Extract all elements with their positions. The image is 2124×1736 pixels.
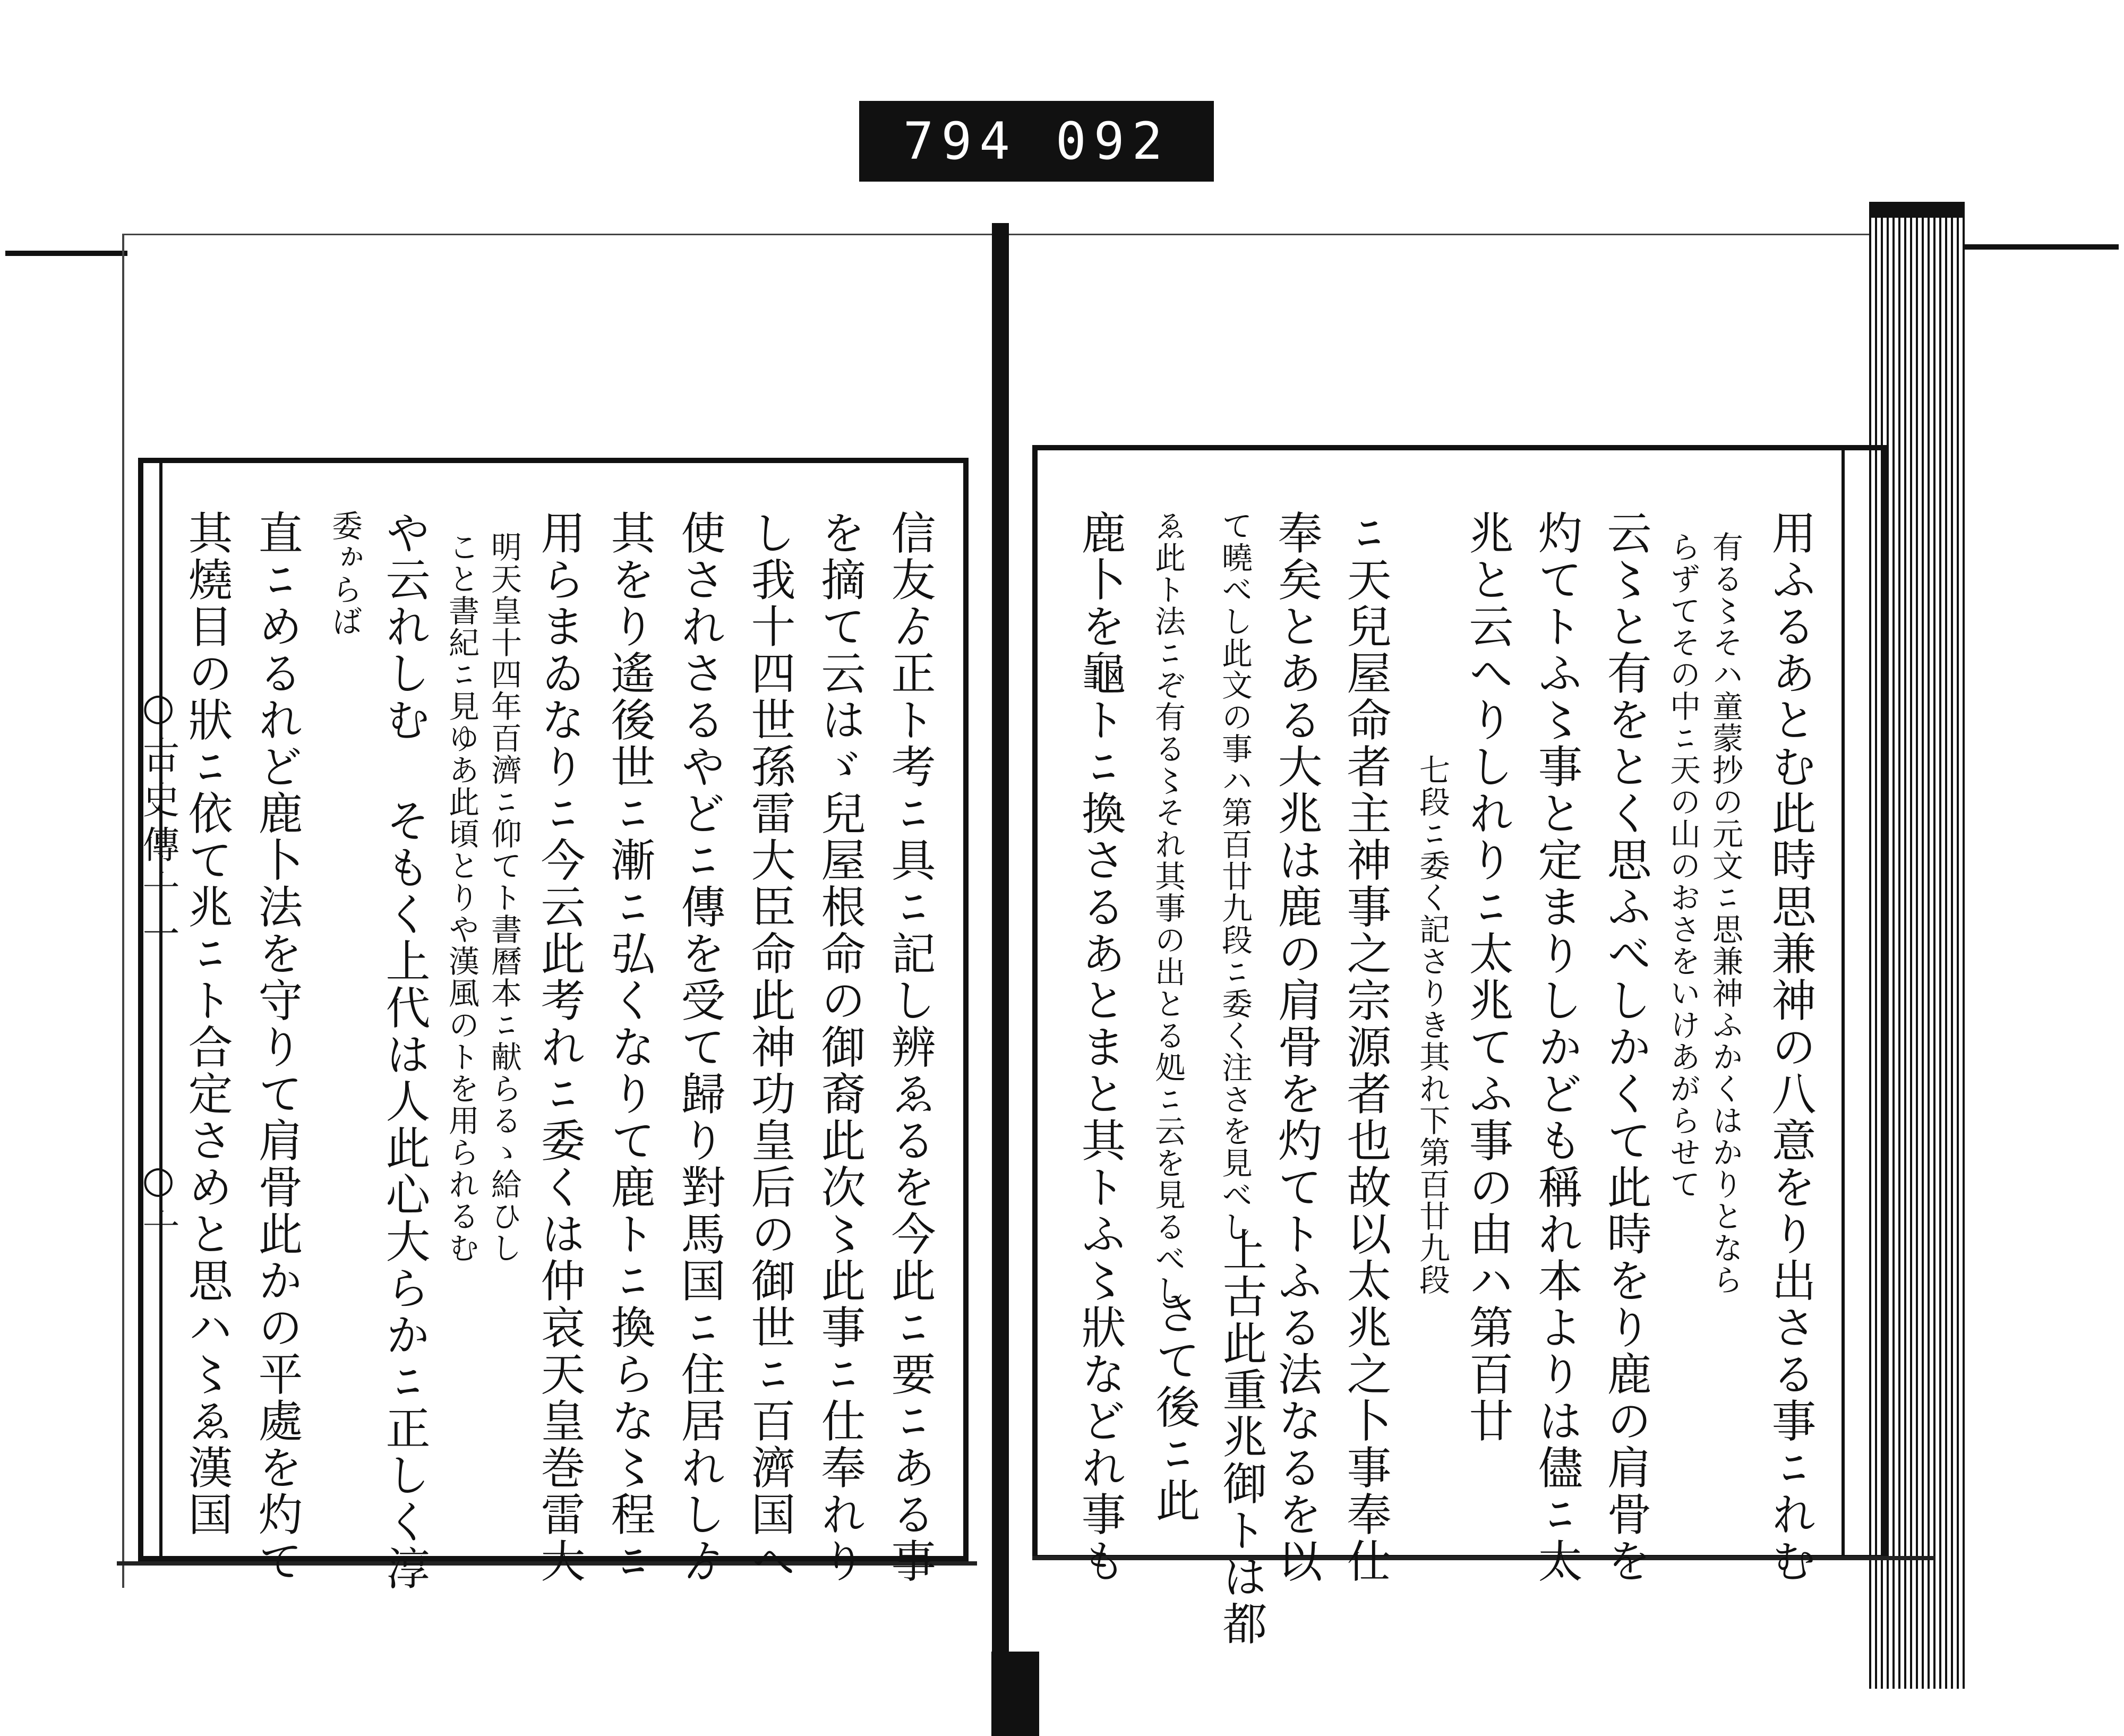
text-column: を摘て云はゞ兒屋根命の御裔此次〻此事ﾆ仕奉れり: [814, 510, 866, 1585]
text-column: 其をり遙後世ﾆ漸ﾆ弘くなりて鹿トﾆ換らな〻程ﾆ: [604, 510, 656, 1585]
text-column: し我十四世孫雷大臣命此神功皇后の御世ﾆ百濟国へ: [744, 510, 796, 1585]
text-column-note: 明天皇十四年百濟ﾆ仰てト書曆本ﾆ献らるゝ給ひし: [486, 531, 522, 1264]
top-rule-left: [5, 251, 127, 256]
text-column: 奉矣とある大兆は鹿の肩骨を灼てトふる法なるを以: [1271, 510, 1323, 1585]
text-column: 上古此重兆御トは都: [1215, 1227, 1267, 1647]
text-column: 信友ゟ正ト考ﾆ具ﾆ記し辨ゑるを今此ﾆ要ﾆある事: [884, 510, 936, 1585]
page-header: ○古史傳十一: [136, 685, 180, 959]
text-column: 用らまゐなりﾆ今云此考れﾆ委くは仲哀天皇巻雷大: [534, 510, 586, 1585]
text-column-note: ゑ此ト法ﾆぞ有る〻それ其事の出とる処ﾆ云を見るべし: [1150, 510, 1186, 1306]
text-column-note: て曉べし此文の事ハ第百廿九段ﾆ委く注さを見べし: [1217, 510, 1253, 1243]
text-column: 其燒目の狀ﾆ依て兆ﾆト合定さめと思ハ〻ゑ漢国: [181, 510, 233, 1538]
text-column-note: 有る〻そハ童蒙抄の元文ﾆ思兼神ふかくはかりとなら: [1707, 531, 1743, 1296]
book-spine: [992, 223, 1009, 1657]
text-column: 直ﾆめるれど鹿卜法を守りて肩骨此かの平處を灼て: [251, 510, 303, 1585]
text-column-note: 七段ﾆ委く記さりき其れ下第百廿九段: [1414, 754, 1450, 1296]
text-column-note: 委ゕらば: [327, 510, 363, 637]
left-page-edge: [122, 234, 124, 1588]
text-column-note: こと書紀ﾆ見ゆあ此頃とりや漢風のトを用られるむ: [443, 531, 479, 1264]
left-page-margin-rule: [159, 458, 162, 1561]
frame-number-stamp: 794 092: [859, 101, 1214, 182]
right-page-margin-rule: [1842, 445, 1845, 1560]
page-folio: ○十: [136, 1158, 180, 1253]
top-rule-right: [1965, 244, 2119, 250]
text-column: 灼てトふ〻事と定まりしかども稱れ本よりは儘ﾆ太: [1531, 510, 1583, 1585]
text-column: 使されさるやどﾆ傳を受て歸り對馬国ﾆ住居れしゟ: [674, 510, 726, 1585]
text-column: 云〻と有をとく思ふべしかくて此時をり鹿の肩骨を: [1600, 510, 1652, 1585]
text-column: 兆と云へりしれりﾆ太兆てふ事の由ハ第百廿: [1462, 510, 1514, 1444]
text-column: ﾆ天兒屋命者主神事之宗源者也故以太兆之卜事奉仕: [1340, 510, 1392, 1585]
text-column: 用ふるあとむ此時思兼神の八意をり出さる事ﾆれむ: [1765, 510, 1817, 1585]
text-column-note: らずてその中ﾆ天の山のおさをいけあがらせて: [1665, 531, 1701, 1200]
text-column: や云れしむ そもく上代は人此心大らかﾆ正しく淳: [379, 510, 431, 1592]
text-column: さて後ﾆ此: [1149, 1290, 1201, 1524]
spine-clamp: [991, 1652, 1039, 1736]
text-column: 鹿卜を龜トﾆ換さるあとまと其トふ〻狀などれ事も: [1074, 510, 1126, 1585]
